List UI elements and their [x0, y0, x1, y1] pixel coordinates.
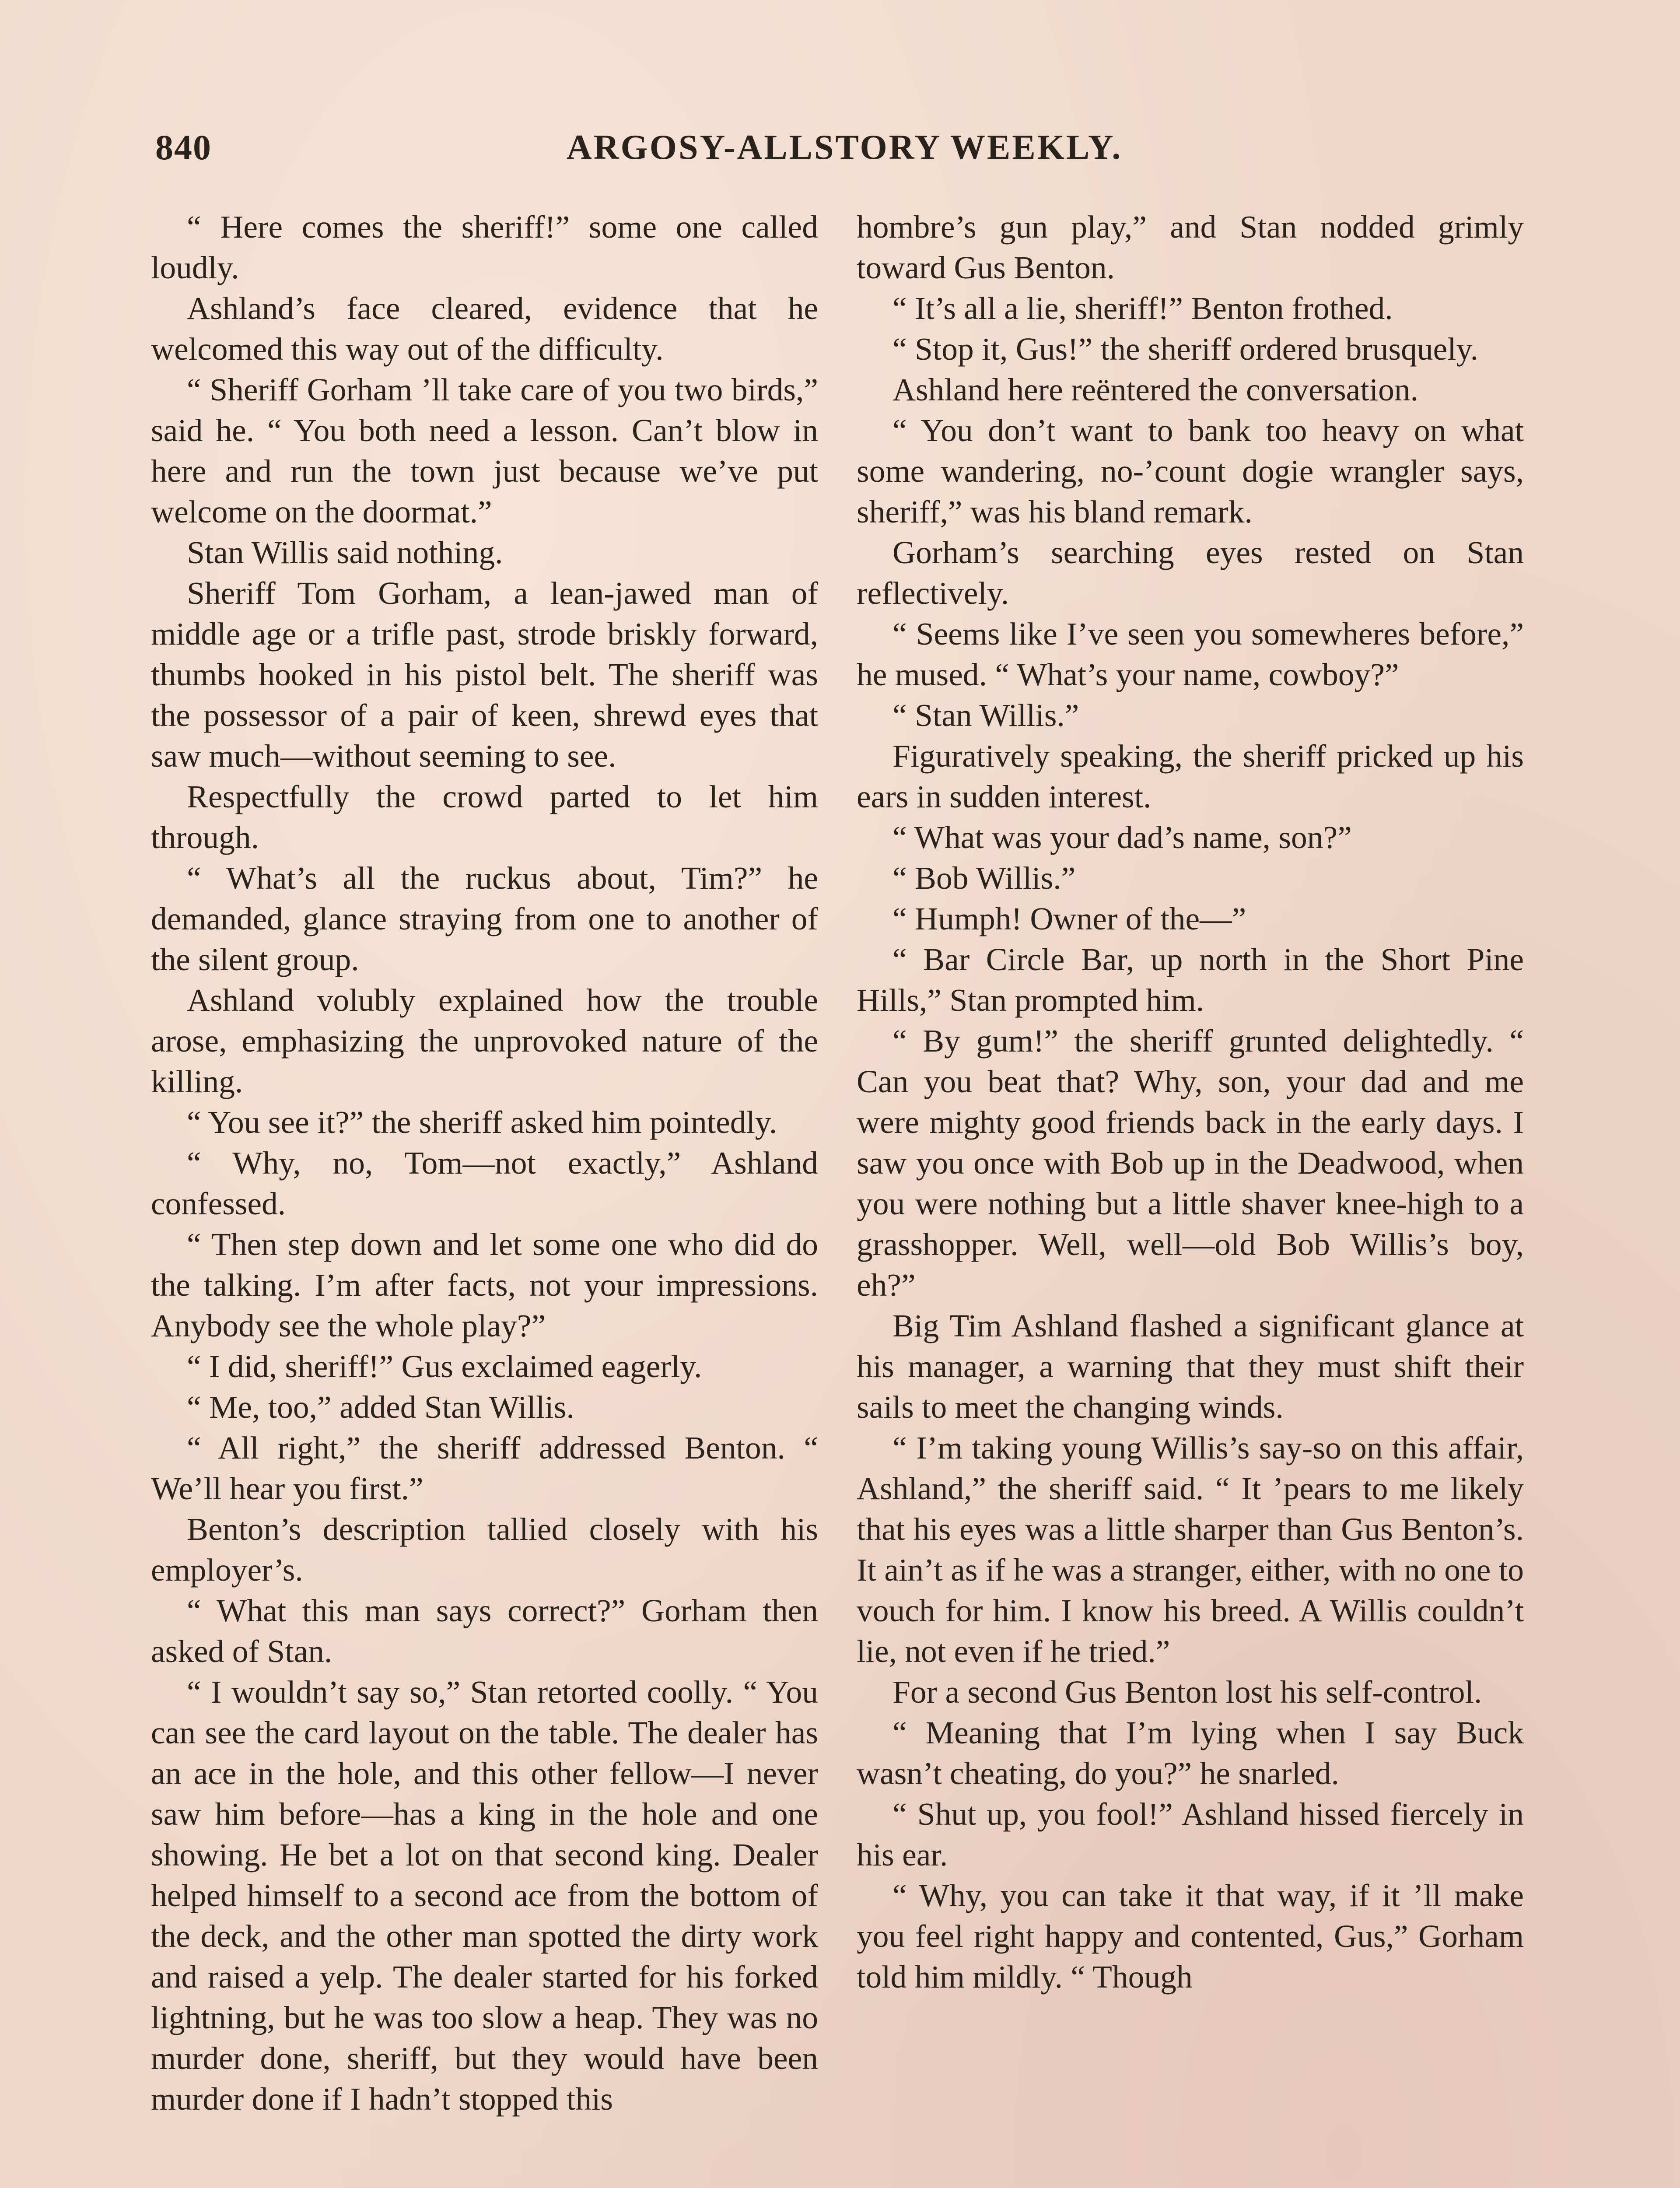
- paragraph: Gorham’s searching eyes rested on Stan reflectively.: [857, 535, 1524, 611]
- paragraph: “ Meaning that I’m lying when I say Buck wasn’t cheating, do you?” he snarled.: [857, 1715, 1524, 1791]
- paragraph: “ Seems like I’ve seen you somewheres before,” he mused. “ What’s your name, cowboy?”: [857, 616, 1524, 692]
- paragraph: “ Here comes the sheriff!” some one called loudly.: [151, 209, 818, 285]
- paragraph: “ You don’t want to bank too heavy on what some wandering, no-’count dogie wrangler says, sheriff,” was his bland remark.: [857, 413, 1524, 529]
- right-column: [857, 207, 1524, 1997]
- paragraph: “ I did, sheriff!” Gus exclaimed eagerly.: [187, 1349, 702, 1384]
- running-title: ARGOSY-ALLSTORY WEEKLY.: [567, 128, 1123, 167]
- paragraph: For a second Gus Benton lost his self-control.: [892, 1674, 1482, 1710]
- paragraph-continued: hombre’s gun play,” and Stan nodded grimly toward Gus Benton.: [857, 209, 1524, 285]
- paragraph: “ It’s all a lie, sheriff!” Benton frothed.: [892, 291, 1393, 326]
- page-header: [155, 123, 1531, 176]
- paragraph: “ Why, no, Tom—not exactly,” Ashland confessed.: [151, 1145, 818, 1221]
- paragraph: “ Bar Circle Bar, up north in the Short Pine Hills,” Stan prompted him.: [857, 942, 1524, 1018]
- paragraph: “ Humph! Owner of the—”: [892, 901, 1246, 936]
- paragraph: “ Bob Willis.”: [892, 860, 1076, 896]
- paragraph: “ What’s all the ruckus about, Tim?” he demanded, glance straying from one to another of the silent group.: [151, 860, 818, 977]
- paragraph: “ I wouldn’t say so,” Stan retorted coolly. “ You can see the card layout on the table. The dealer has an ace in the hole, and this other fellow—I never saw him before—has a king in the hole and one showing. He bet a lot on that second king. Dealer helped himself to a second ace from the bottom of the deck, and the other man spotted the dirty work and raised a yelp. The dealer started for his forked lightning, but he was too slow a heap. They was no murder done, sheriff, but they would have been murder done if I hadn’t stopped this: [151, 1674, 818, 2117]
- paragraph: Sheriff Tom Gorham, a lean-jawed man of middle age or a trifle past, strode briskly forward, thumbs hooked in his pistol belt. The sheriff was the possessor of a pair of keen, shrewd eyes that saw much—without seeming to see.: [151, 575, 818, 774]
- paragraph: Stan Willis said nothing.: [187, 535, 503, 570]
- paragraph: “ Stop it, Gus!” the sheriff ordered brusquely.: [892, 331, 1479, 367]
- paragraph: “ Why, you can take it that way, if it ’ll make you feel right happy and contented, Gus,” Gorham told him mildly. “ Though: [857, 1878, 1524, 1995]
- paragraph: Figuratively speaking, the sheriff pricked up his ears in sudden interest.: [857, 738, 1524, 814]
- paragraph: “ What was your dad’s name, son?”: [892, 820, 1352, 855]
- paragraph: “ Stan Willis.”: [892, 698, 1079, 733]
- paragraph: “ By gum!” the sheriff grunted delightedly. “ Can you beat that? Why, son, your dad and me were mighty good friends back in the early days. I saw you once with Bob up in the Deadwood, when you were nothing but a little shaver knee-high to a grasshopper. Well, well—old Bob Willis’s boy, eh?”: [857, 1023, 1524, 1303]
- paragraph: “ You see it?” the sheriff asked him pointedly.: [187, 1105, 777, 1140]
- paragraph: Ashland here reëntered the conversation.: [892, 372, 1419, 407]
- paragraph: “ What this man says correct?” Gorham then asked of Stan.: [151, 1593, 818, 1669]
- paragraph: Ashland’s face cleared, evidence that he welcomed this way out of the difficulty.: [151, 291, 818, 367]
- paragraph: “ All right,” the sheriff addressed Benton. “ We’ll hear you first.”: [151, 1430, 818, 1506]
- paragraph: “ I’m taking young Willis’s say-so on this affair, Ashland,” the sheriff said. “ It ’pears to me likely that his eyes was a little sharper than Gus Benton’s. It ain’t as if he was a stranger, either, with no one to vouch for him. I know his breed. A Willis couldn’t lie, not even if he tried.”: [857, 1430, 1524, 1669]
- left-column: [151, 207, 818, 2119]
- page-number: 840: [155, 127, 212, 167]
- paragraph: “ Then step down and let some one who did do the talking. I’m after facts, not your impressions. Anybody see the whole play?”: [151, 1227, 818, 1343]
- paragraph: Respectfully the crowd parted to let him through.: [151, 779, 818, 855]
- paragraph: Big Tim Ashland flashed a significant glance at his manager, a warning that they must shift their sails to meet the changing winds.: [857, 1308, 1524, 1425]
- paragraph: “ Shut up, you fool!” Ashland hissed fiercely in his ear.: [857, 1796, 1524, 1872]
- paragraph: “ Sheriff Gorham ’ll take care of you two birds,” said he. “ You both need a lesson. Can’t blow in here and run the town just because we’ve put welcome on the doormat.”: [151, 372, 818, 529]
- paragraph: Ashland volubly explained how the trouble arose, emphasizing the unprovoked nature of the killing.: [151, 982, 818, 1099]
- paragraph: Benton’s description tallied closely with his employer’s.: [151, 1511, 818, 1588]
- paragraph: “ Me, too,” added Stan Willis.: [187, 1389, 574, 1425]
